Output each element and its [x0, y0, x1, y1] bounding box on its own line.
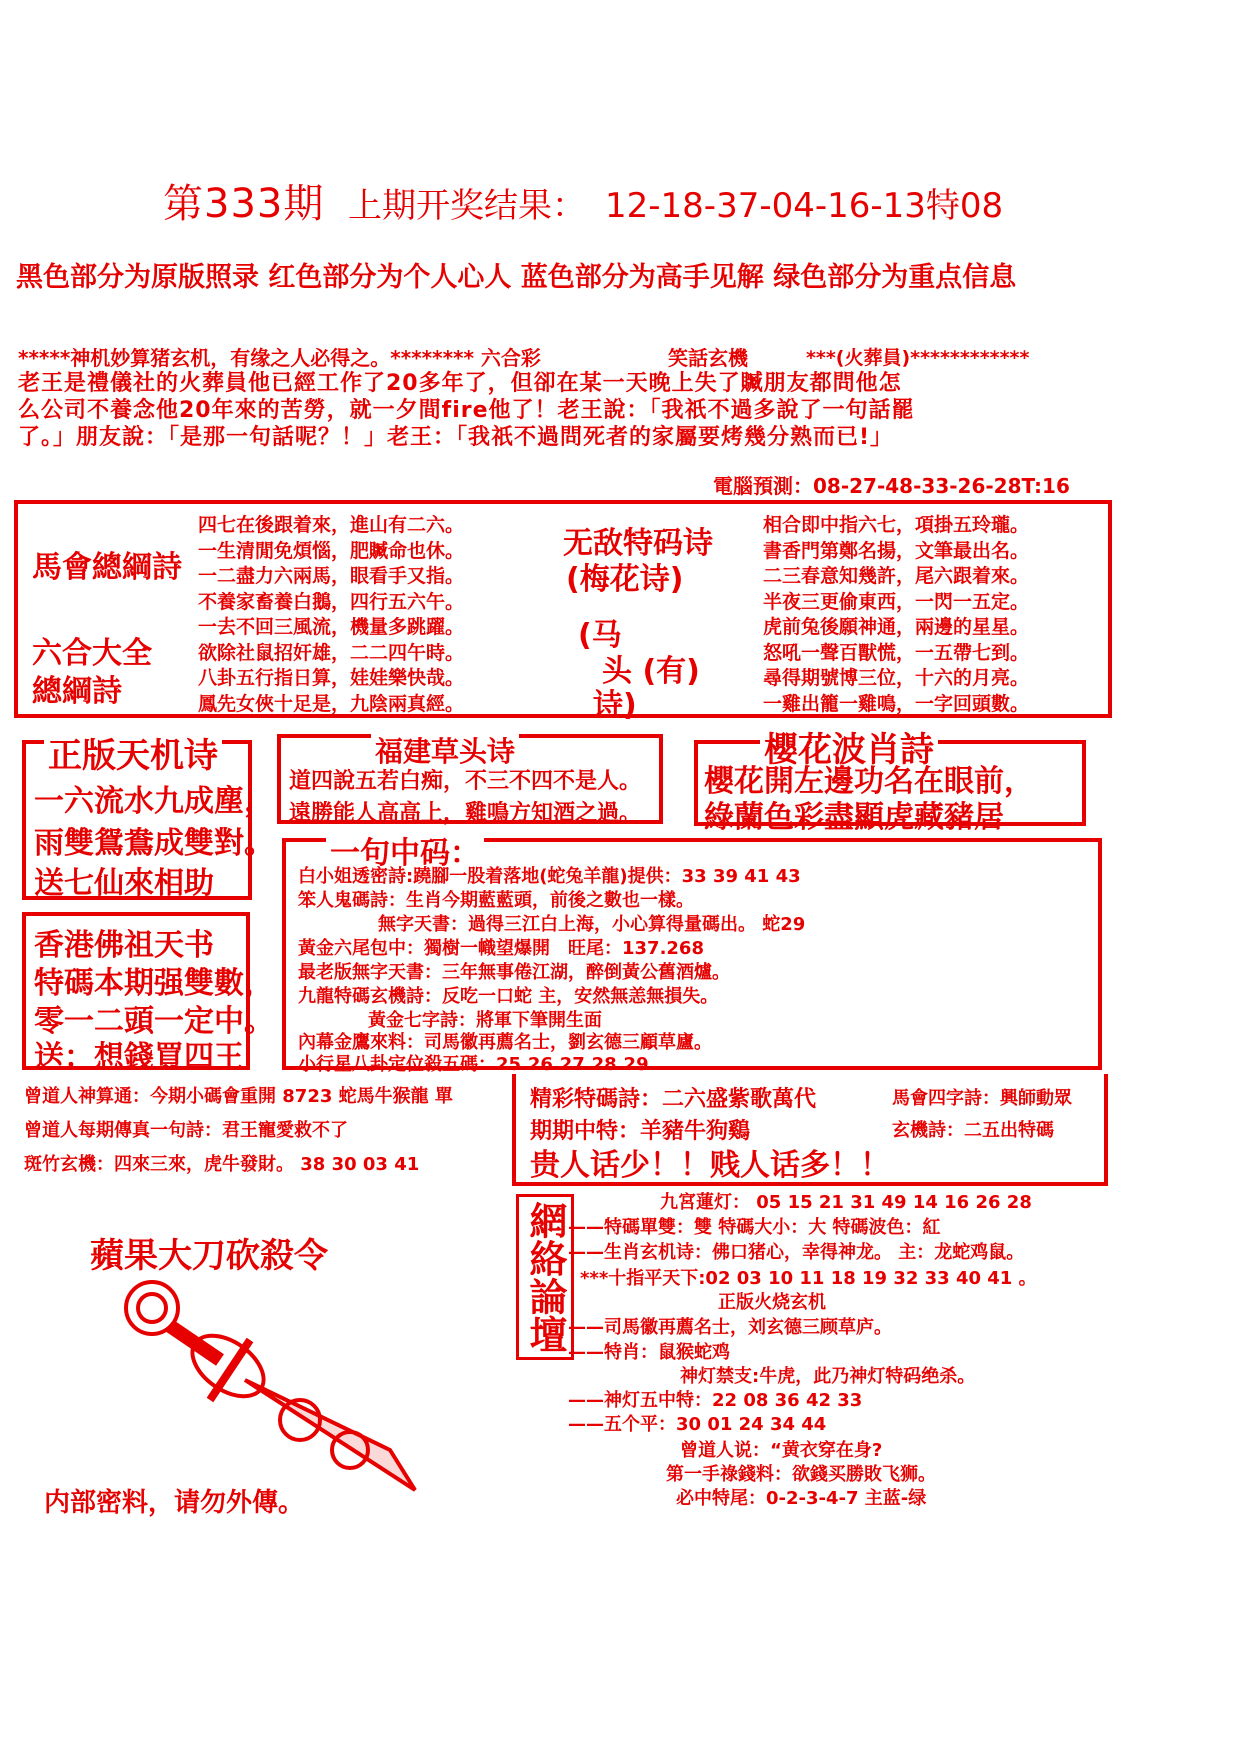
- poem-box: [14, 500, 1112, 723]
- intro-line2: 老王是禮儀社的火葬員他已經工作了20多年了，但卻在某一天晚上失了贓朋友都問他怎: [18, 371, 902, 396]
- left-poem-line: 欲除社鼠招奸雄，二二四午時。: [198, 641, 465, 664]
- mid-paren1: (马: [578, 618, 622, 653]
- color-legend: 黑色部分为原版照录 红色部分为个人心人 蓝色部分为高手见解 绿色部分为重点信息: [16, 262, 1017, 293]
- bottom-line-r1: 馬會四字詩：興師動眾: [892, 1088, 1072, 1109]
- right-poem-line: 怒吼一聲百獸慌，一五帶七到。: [763, 641, 1030, 664]
- bottom-line-m2: 期期中特：羊豬牛狗鷄: [530, 1119, 751, 1144]
- label-liuhe: 六合大全: [32, 636, 152, 671]
- tianji-line: 雨雙鴛鴦成雙對。: [34, 826, 274, 861]
- result-numbers: 12-18-37-04-16-13特08: [605, 186, 1004, 226]
- left-poem-line: 一生清閒免煩惱，肥贓命也休。: [198, 539, 465, 562]
- left-poem-line: 鳳先女俠十足是，九陰兩真經。: [198, 692, 465, 715]
- right-poem-line: 書香門第鄭名揚，文筆最出名。: [763, 539, 1030, 562]
- left-poem-line: 八卦五行指日算，娃娃樂快哉。: [198, 667, 465, 689]
- bottom-line-l1: 曾道人神算通：今期小碼會重開 8723 蛇馬牛猴龍 單: [24, 1086, 453, 1107]
- forum-line: ——司馬徽再薦名士，刘玄德三顾草庐。: [568, 1317, 892, 1338]
- yiju-box: [282, 836, 1102, 1075]
- label-zonggang: 總綱詩: [32, 674, 122, 709]
- yiju-line: 內幕金鷹來料：司馬徽再薦名士，劉玄德三顧草廬。: [298, 1032, 712, 1053]
- intro-line1a: *****神机妙算猪玄机，有缘之人必得之。******** 六合彩: [18, 346, 541, 370]
- bottom-line-m1: 精彩特碼詩：二六盛紫歌萬代: [530, 1087, 817, 1112]
- forum-line: 正版火烧玄机: [718, 1292, 826, 1313]
- left-poem-line: 一去不回三風流，機量多跳躍。: [198, 616, 465, 638]
- right-poem-list: [763, 510, 1029, 714]
- bottom-line-m3: 贵人话少！！贱人话多！！: [530, 1148, 890, 1183]
- forum-line: ——生肖玄机诗：佛口猪心，幸得神龙。 主：龙蛇鸡鼠。: [568, 1242, 1025, 1263]
- yinghua-box: [694, 730, 1086, 835]
- forum-line: 曾道人说：“黄衣穿在身?: [680, 1440, 883, 1461]
- forum-line: 第一手祿錢料：欲錢买勝敗飞狮。: [666, 1464, 936, 1485]
- right-poem-line: 半夜三更偷東西，一閃一五定。: [763, 590, 1030, 613]
- yiju-line: 小行星八卦定位殺五碼：25.26.27.28.29: [298, 1054, 649, 1075]
- fujian-line: 遠勝能人高高上，雞鳴方知酒之過。: [289, 801, 642, 826]
- forum-line: ——五个平：30 01 24 34 44: [568, 1414, 827, 1435]
- intro-line4: 了。」朋友說：「是那一句話呢？！」老王：「我祇不過問死者的家屬要烤幾分熟而已!」: [18, 425, 894, 450]
- left-poem-line: 不養家畜養白鵝，四行五六午。: [198, 590, 465, 613]
- yinghua-line: 綠蘭色彩盡顯虎藏豬居: [704, 800, 1004, 835]
- yiju-line: 無字天書：過得三江白上海，小心算得量碼出。 蛇29: [378, 914, 806, 935]
- yinghua-line: 櫻花開左邊功名在眼前，: [704, 764, 1034, 799]
- fujian-line: 道四說五若白痴，不三不四不是人。: [289, 769, 642, 794]
- result-label: 上期开奖结果：: [348, 186, 586, 226]
- apple-footer: 内部密料，请勿外傳。: [44, 1488, 305, 1518]
- yinghua-title: 櫻花波肖詩: [760, 722, 938, 771]
- forum-line: ——特碼單雙：雙 特碼大小：大 特碼波色：紅: [568, 1217, 941, 1238]
- tianji-line: 送七仙來相助: [34, 866, 214, 901]
- forum-vertical-label: 網絡論壇: [516, 1194, 574, 1360]
- issue-number: 第333期: [163, 181, 325, 227]
- foz-line: 特碼本期强雙數，: [34, 966, 274, 1001]
- foz-line: 送：想錢買四王: [34, 1040, 244, 1075]
- forum-line: 神灯禁支:牛虎，此乃神灯特码绝杀。: [680, 1366, 976, 1387]
- bottom-line-r2: 玄機詩：二五出特碼: [892, 1120, 1054, 1141]
- foz-title: 香港佛祖天书: [34, 928, 214, 963]
- left-poem-line: 一二盡力六兩馬，眼看手又指。: [198, 565, 465, 587]
- computer-forecast: 電腦預測：08-27-48-33-26-28T:16: [713, 474, 1070, 498]
- mid-paren3: 诗): [593, 688, 637, 723]
- forum-line: 必中特尾：0-2-3-4-7 主蓝-绿: [676, 1488, 927, 1509]
- right-poem-line: 尋得期號博三位，十六的月亮。: [763, 667, 1030, 689]
- right-poem-line: 虎前兔後願神通，兩邊的星星。: [763, 616, 1030, 638]
- forum-line: ——神灯五中特：22 08 36 42 33: [568, 1390, 863, 1411]
- intro-line1b: 笑話玄機: [668, 346, 748, 370]
- yiju-line: 黃金七字詩：將軍下筆開生面: [368, 1010, 602, 1031]
- fujian-title: 福建草头诗: [371, 730, 519, 770]
- left-poem-line: 四七在後跟着來，進山有二六。: [198, 514, 465, 536]
- foz-box: [22, 912, 274, 1075]
- yiju-line: 最老版無字天書：三年無事倦江湖，醉倒黃公舊酒爐。: [298, 962, 730, 983]
- foz-line: 零一二頭一定中。: [34, 1004, 274, 1039]
- forum-line: ***十指平天下:02 03 10 11 18 19 32 33 40 41 。: [580, 1268, 1037, 1289]
- sword-illustration: [60, 1270, 460, 1510]
- right-poem-line: 相合即中指六七，項掛五玲瓏。: [763, 514, 1030, 536]
- right-poem-line: 一雞出籠一雞鳴，一字回頭數。: [763, 692, 1030, 715]
- forum-line: 九宮蓮灯： 05 15 21 31 49 14 16 26 28: [660, 1192, 1032, 1213]
- mid-subtitle: (梅花诗): [566, 562, 684, 597]
- bottom-line-l3: 斑竹玄機：四來三來，虎牛發財。 38 30 03 41: [24, 1154, 420, 1175]
- yiju-line: 黃金六尾包中：獨樹一幟望爆開 旺尾：137.268: [298, 938, 704, 959]
- fujian-box: [277, 734, 663, 824]
- apple-title: 蘋果大刀砍殺令: [90, 1236, 328, 1276]
- yiju-line: 笨人鬼碼詩：生肖今期藍藍頭，前後之數也一樣。: [298, 890, 694, 911]
- yiju-title: 一句中码：: [326, 828, 484, 872]
- tianji-title: 正版天机诗: [44, 728, 222, 777]
- label-mahui: 馬會總綱詩: [32, 550, 182, 585]
- right-poem-line: 二三春意知幾許，尾六跟着來。: [763, 565, 1030, 587]
- mid-paren2: 头 (有): [602, 654, 700, 689]
- tianji-box: [22, 736, 274, 901]
- bottom-line-l2: 曾道人每期傳真一句詩：君王寵愛救不了: [24, 1120, 348, 1141]
- intro-line3: 么公司不養念他20年來的苦勞，就一夕間fire他了！老王說：「我祇不過多說了一句話罷: [18, 398, 915, 423]
- mid-title: 无敌特码诗: [563, 526, 713, 561]
- yiju-line: 白小姐透密詩:蹺腳一股着落地(蛇兔羊龍)提供：33 39 41 43: [298, 866, 801, 887]
- yiju-line: 九龍特碼玄機詩：反吃一口蛇 主，安然無恙無損失。: [298, 986, 719, 1007]
- forum-line: ——特肖：鼠猴蛇鸡: [568, 1342, 730, 1363]
- left-poem-list: [198, 510, 464, 714]
- tianji-line: 一六流水九成塵，: [34, 784, 274, 819]
- intro-line1c: ***(火葬員)************: [806, 347, 1030, 369]
